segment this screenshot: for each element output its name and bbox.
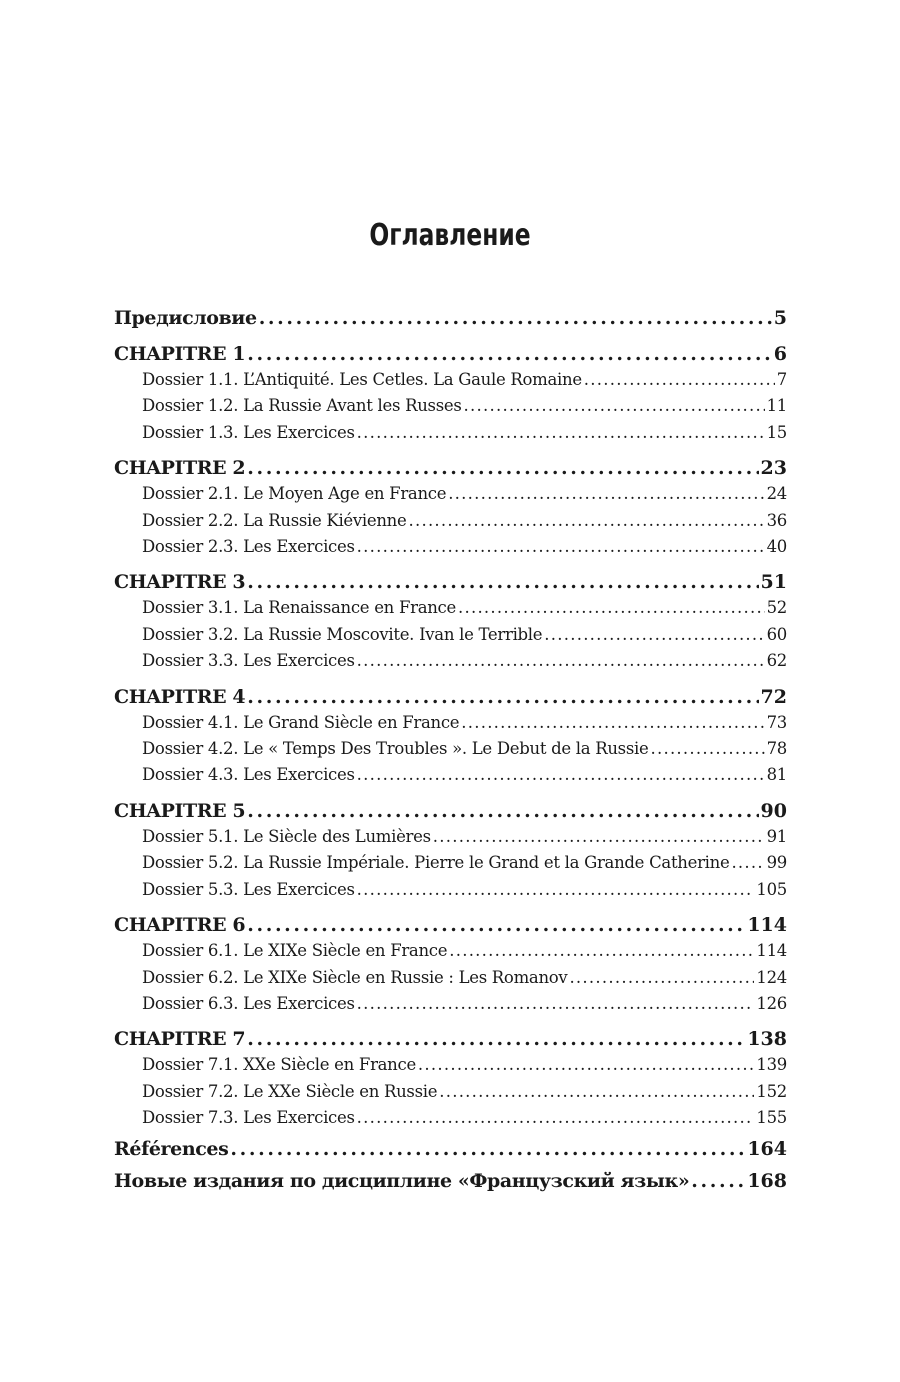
- toc-entry-label: Dossier 5.1. Le Siècle des Lumières: [142, 826, 431, 846]
- toc-page-number: 124: [756, 967, 787, 987]
- toc-page-number: 139: [756, 1055, 787, 1075]
- toc-entry-dossier[interactable]: [114, 595, 787, 621]
- toc-entry-label: Dossier 2.3. Les Exercices: [142, 537, 355, 557]
- toc-entry-dossier[interactable]: [114, 367, 787, 393]
- dot-leader: [439, 1079, 754, 1105]
- dot-leader: [357, 991, 755, 1017]
- dot-leader: [357, 877, 755, 903]
- toc-page-number: 105: [756, 879, 787, 899]
- toc-entry-dossier[interactable]: [114, 420, 787, 446]
- dot-leader: [731, 850, 764, 876]
- toc-entry-chapter[interactable]: [114, 569, 787, 595]
- toc-entry-dossier[interactable]: [114, 877, 787, 903]
- toc-entry-dossier[interactable]: [114, 965, 787, 991]
- toc-entry-chapter[interactable]: [114, 455, 787, 481]
- toc-page-number: 114: [756, 941, 787, 961]
- toc-entry-dossier[interactable]: [114, 1079, 787, 1105]
- toc-entry-label: Предисловие: [114, 307, 257, 329]
- dot-leader: [247, 1026, 745, 1052]
- toc-page-number: 126: [756, 993, 787, 1013]
- toc-page-number: 78: [766, 739, 787, 759]
- toc-entry-dossier[interactable]: [114, 736, 787, 762]
- toc-entry-chapter[interactable]: [114, 1026, 787, 1052]
- chapter-list: [114, 341, 787, 1132]
- dot-leader: [247, 798, 758, 824]
- toc-entry-label: CHAPITRE 7: [114, 1028, 246, 1051]
- toc-page-number: 81: [766, 765, 787, 785]
- toc-entry-label: CHAPITRE 6: [114, 914, 246, 937]
- toc-page-number: 72: [760, 685, 787, 708]
- toc-entry-label: Dossier 5.3. Les Exercices: [142, 879, 355, 899]
- dot-leader: [418, 1052, 754, 1078]
- toc-page-number: 11: [766, 396, 787, 416]
- toc-entry-label: Dossier 7.2. Le XXe Siècle en Russie: [142, 1081, 438, 1101]
- toc-entry-label: Dossier 7.1. XXe Siècle en France: [142, 1055, 416, 1075]
- toc-entry-dossier[interactable]: [114, 648, 787, 674]
- dot-leader: [584, 367, 775, 393]
- dot-leader: [691, 1168, 745, 1194]
- toc-entry-dossier[interactable]: [114, 534, 787, 560]
- toc-entry-dossier[interactable]: [114, 1105, 787, 1131]
- toc-page-number: 114: [747, 914, 787, 937]
- dot-leader: [357, 1105, 755, 1131]
- toc-entry-dossier[interactable]: [114, 393, 787, 419]
- toc-page-number: 6: [773, 343, 787, 365]
- toc-page-number: 168: [747, 1169, 787, 1192]
- toc-entry-label: CHAPITRE 3: [114, 571, 246, 594]
- dot-leader: [247, 455, 758, 481]
- table-of-contents: [114, 305, 787, 1194]
- dot-leader: [448, 481, 764, 507]
- toc-entry-label: Dossier 4.2. Le « Temps Des Troubles ». Le Debut de la Russie: [142, 739, 649, 759]
- toc-entry-label: Dossier 1.3. Les Exercices: [142, 422, 355, 442]
- dot-leader: [464, 393, 765, 419]
- dot-leader: [247, 684, 758, 710]
- dot-leader: [357, 420, 765, 446]
- toc-entry-dossier[interactable]: [114, 710, 787, 736]
- dot-leader: [461, 710, 764, 736]
- toc-entry-label: Dossier 2.1. Le Moyen Age en France: [142, 484, 447, 504]
- toc-entry-chapter[interactable]: [114, 912, 787, 938]
- toc-page-number: 91: [766, 826, 787, 846]
- dot-leader: [247, 341, 772, 367]
- toc-page-number: 155: [756, 1108, 787, 1128]
- toc-page-number: 51: [760, 571, 787, 594]
- toc-entry-dossier[interactable]: [114, 991, 787, 1017]
- toc-entry-dossier[interactable]: [114, 1052, 787, 1078]
- toc-entry-dossier[interactable]: [114, 622, 787, 648]
- dot-leader: [230, 1136, 745, 1162]
- toc-entry-dossier[interactable]: [114, 762, 787, 788]
- toc-page-number: 90: [760, 799, 787, 822]
- dot-leader: [247, 569, 758, 595]
- toc-page-number: 164: [747, 1137, 787, 1160]
- toc-entry-label: CHAPITRE 5: [114, 799, 246, 822]
- toc-entry-label: Dossier 1.1. L’Antiquité. Les Cetles. La Gaule Romaine: [142, 370, 582, 389]
- toc-entry-label: Dossier 7.3. Les Exercices: [142, 1108, 355, 1128]
- dot-leader: [247, 912, 745, 938]
- toc-entry-label: Dossier 1.2. La Russie Avant les Russes: [142, 396, 462, 416]
- toc-entry-label: Новые издания по дисциплине «Французский язык»: [114, 1169, 690, 1192]
- toc-entry-label: Dossier 4.1. Le Grand Siècle en France: [142, 712, 460, 732]
- toc-page-number: 73: [766, 712, 787, 732]
- toc-entry-preface[interactable]: [114, 305, 787, 331]
- toc-entry-label: Dossier 6.2. Le XIXe Siècle en Russie : Les Romanov: [142, 967, 568, 987]
- toc-entry-label: Dossier 5.2. La Russie Impériale. Pierre le Grand et la Grande Catherine: [142, 853, 730, 873]
- toc-entry-dossier[interactable]: [114, 508, 787, 534]
- toc-entry-chapter[interactable]: [114, 341, 787, 367]
- dot-leader: [357, 534, 765, 560]
- toc-page-number: 36: [766, 510, 787, 530]
- toc-page-number: 5: [773, 307, 787, 329]
- dot-leader: [408, 508, 764, 534]
- dot-leader: [458, 595, 765, 621]
- toc-entry-label: CHAPITRE 4: [114, 685, 246, 708]
- toc-entry-label: Dossier 2.2. La Russie Kiévienne: [142, 510, 407, 530]
- toc-entry-new-editions[interactable]: [114, 1168, 787, 1194]
- toc-entry-dossier[interactable]: [114, 481, 787, 507]
- toc-page-number: 40: [766, 537, 787, 557]
- toc-entry-dossier[interactable]: [114, 850, 787, 876]
- dot-leader: [449, 938, 754, 964]
- toc-entry-chapter[interactable]: [114, 798, 787, 824]
- dot-leader: [569, 965, 754, 991]
- toc-entry-label: CHAPITRE 1: [114, 343, 246, 365]
- toc-entry-chapter[interactable]: [114, 684, 787, 710]
- dot-leader: [357, 648, 765, 674]
- toc-page-number: 60: [766, 624, 787, 644]
- toc-entry-label: Références: [114, 1137, 229, 1160]
- toc-page-number: 7: [776, 370, 787, 389]
- toc-page-number: 62: [766, 651, 787, 671]
- toc-page-number: 138: [747, 1028, 787, 1051]
- toc-entry-dossier[interactable]: [114, 824, 787, 850]
- dot-leader: [650, 736, 764, 762]
- dot-leader: [357, 762, 765, 788]
- toc-page-number: 23: [760, 457, 787, 480]
- page-title: Оглавление: [369, 218, 531, 253]
- toc-page-number: 24: [766, 484, 787, 504]
- toc-page-number: 99: [766, 853, 787, 873]
- toc-entry-label: Dossier 6.3. Les Exercices: [142, 993, 355, 1013]
- dot-leader: [433, 824, 765, 850]
- toc-entry-label: Dossier 3.1. La Renaissance en France: [142, 598, 456, 618]
- toc-entry-label: Dossier 6.1. Le XIXe Siècle en France: [142, 941, 448, 961]
- toc-entry-label: Dossier 4.3. Les Exercices: [142, 765, 355, 785]
- toc-entry-references[interactable]: [114, 1136, 787, 1162]
- toc-page-number: 52: [766, 598, 787, 618]
- dot-leader: [259, 305, 772, 331]
- toc-page-number: 152: [756, 1081, 787, 1101]
- toc-page-number: 15: [766, 422, 787, 442]
- toc-entry-label: Dossier 3.2. La Russie Moscovite. Ivan le Terrible: [142, 624, 543, 644]
- dot-leader: [544, 622, 764, 648]
- toc-entry-label: Dossier 3.3. Les Exercices: [142, 651, 355, 671]
- toc-entry-label: CHAPITRE 2: [114, 457, 246, 480]
- toc-entry-dossier[interactable]: [114, 938, 787, 964]
